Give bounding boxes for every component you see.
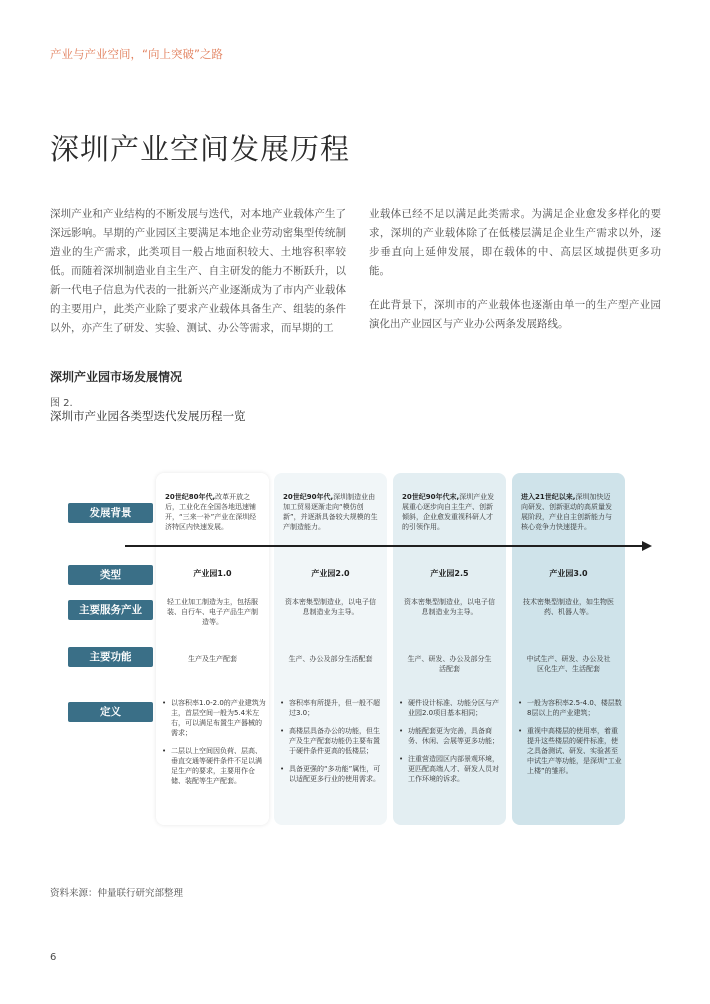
background-cell-3 [402, 492, 497, 532]
functions-cell-2: 生产、办公及部分生活配套 [288, 655, 373, 663]
background-cell-1 [165, 492, 260, 532]
functions-cell-1: 生产及生产配套 [188, 655, 237, 663]
era-label-4: 进入21世纪以来, [521, 493, 576, 501]
intro-right-paragraph-1: 业载体已经不足以满足此类需求。为满足企业愈发多样化的要求，深圳的产业载体除了在低楼层满足企业生产需求以外，逐步垂直向上延伸发展，即在载体的中、高层区域提供更多功能。 [369, 208, 661, 277]
definition-list-2 [280, 698, 385, 792]
row-label-functions: 主要功能 [68, 647, 153, 667]
row-label-services: 主要服务产业 [68, 600, 153, 620]
definition-item: • 容积率有所提升，但一般不超过3.0； [280, 698, 385, 718]
background-cell-4 [521, 492, 616, 532]
timeline-arrow-head-icon [642, 541, 652, 551]
services-cell-2: 资本密集型制造业，以电子信息制造业为主导。 [285, 598, 376, 616]
definition-item: • 二层以上空间因负荷、层高、垂直交通等硬件条件不足以满足生产的要求，主要用作仓储、装配等生产配套。 [162, 746, 267, 786]
page-title: 深圳产业空间发展历程 [50, 132, 351, 166]
definition-item: • 一般为容积率2.5-4.0、楼层数8层以上的产业建筑； [518, 698, 623, 718]
row-label-background: 发展背景 [68, 503, 153, 523]
functions-cell-4: 中试生产、研发、办公及社区化生产、生活配套 [526, 655, 611, 673]
definition-item: • 功能配套更为完善，具备商务、休闲、会展等更多功能； [399, 726, 504, 746]
intro-right-column [369, 205, 661, 334]
intro-left-column [50, 205, 346, 338]
background-text-4: 深圳加快迈向研发、创新驱动的高质量发展阶段，产业自主创新能力与核心竞争力快速提升。 [521, 493, 612, 531]
type-cell-3: 产业园2.5 [430, 569, 469, 578]
type-cell-4: 产业园3.0 [549, 569, 588, 578]
intro-right-paragraph-2: 在此背景下，深圳市的产业载体也逐渐由单一的生产型产业园演化出产业园区与产业办公两条发展路线。 [369, 299, 661, 330]
definition-item: • 重视中高楼层的使用率，着重提升这些楼层的硬件标准，使之具备测试、研发、实验甚至中试生产等功能，是深圳“工业上楼”的雏形。 [518, 726, 623, 776]
era-label-3: 20世纪90年代末, [402, 493, 460, 501]
background-text-1: 改革开放之后，工业化在全国各地迅速铺开，“三来一补”产业在深圳经济特区内快速发展。 [165, 493, 257, 531]
background-text-3: 深圳产业发展重心逐步向自主生产、创新倾斜，企业愈发重视科研人才的引领作用。 [402, 493, 495, 531]
page-number: 6 [50, 952, 57, 963]
functions-cell-3: 生产、研发、办公及部分生活配套 [407, 655, 492, 673]
definition-list-4 [518, 698, 623, 784]
row-label-type: 类型 [68, 565, 153, 585]
services-cell-3: 资本密集型制造业，以电子信息制造业为主导。 [404, 598, 495, 616]
definition-item: • 高楼层具备办公的功能，但生产及生产配套功能仍主要布置于硬件条件更高的低楼层； [280, 726, 385, 756]
definition-item: • 注重营造园区内部景观环境，更匹配高端人才、研发人员对工作环境的诉求。 [399, 754, 504, 784]
type-cell-2: 产业园2.0 [311, 569, 350, 578]
timeline-arrow-line [125, 545, 643, 547]
background-text-2: 深圳制造业由加工贸易逐渐走向“模仿创新”，并逐渐具备较大规模的生产制造能力。 [283, 493, 378, 531]
section-title: 深圳产业园市场发展情况 [50, 370, 183, 384]
intro-left-paragraph: 深圳产业和产业结构的不断发展与迭代，对本地产业载体产生了深远影响。早期的产业园区主要满足本地企业劳动密集型传统制造业的生产需求，此类项目一般占地面积较大、土地容积率较低。而随着深圳制造业自主生产、自主研发的能力不断跃升，以新一代电子信息为代表的一批新兴产业逐渐成为了市内产业载体的主要用户，此类产业除了要求产业载体具备生产、组装的条件以外，亦产生了研发、实验、测试、办公等需求，而早期的工 [50, 208, 346, 334]
definition-item: • 以容积率1.0-2.0的产业建筑为主，首层空间一般为5.4米左右，可以满足布置生产器械的需求； [162, 698, 267, 738]
figure-number: 图 2. [50, 398, 73, 409]
source-note: 资料来源：仲量联行研究部整理 [50, 888, 184, 899]
type-cell-1: 产业园1.0 [193, 569, 232, 578]
running-head: 产业与产业空间，“向上突破”之路 [50, 47, 223, 61]
definition-list-1 [162, 698, 267, 794]
era-label-2: 20世纪90年代, [283, 493, 334, 501]
definition-item: • 硬件设计标准、功能分区与产业园2.0项目基本相同； [399, 698, 504, 718]
definition-list-3 [399, 698, 504, 792]
era-label-1: 20世纪80年代, [165, 493, 216, 501]
definition-item: • 具备更强的“多功能”属性，可以适配更多行业的使用需求。 [280, 764, 385, 784]
services-cell-1: 轻工业加工制造为主，包括服装、自行车、电子产品生产制造等。 [167, 598, 258, 626]
services-cell-4: 技术密集型制造业，如生物医药、机器人等。 [523, 598, 614, 616]
background-cell-2 [283, 492, 378, 532]
figure-title: 深圳市产业园各类型迭代发展历程一览 [50, 409, 246, 423]
row-label-definition: 定义 [68, 702, 153, 722]
